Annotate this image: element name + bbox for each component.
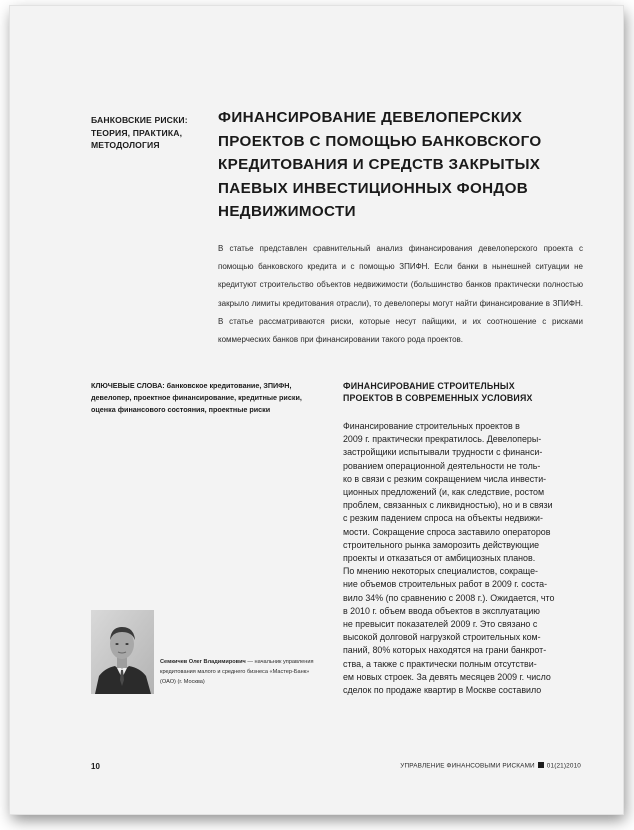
author-caption (160, 658, 320, 687)
section-heading: ФИНАНСИРОВАНИЕ СТРОИТЕЛЬНЫХ ПРОЕКТОВ В СОВРЕМЕННЫХ УСЛОВИЯХ (343, 381, 533, 403)
body-paragraph-2: По мнению некоторых специалистов, сокраще- ние объемов строительных работ в 2009 г. соста- вило 34% (по сравнению с 2008 г.). Ожидается, что в 2010 г. объем ввода объектов в эксплуатацию не превысит показателей 2009 г. Это связано с высокой долговой нагрузкой строительных ком- паний, 80% которых находятся на грани банкрот- ства, а также с практически полным отсутстви- ем новых строек. За девять месяцев 2009 г. число сделок по продаже квартир в Москве составило (343, 566, 555, 696)
author-name: Семкичев Олег Владимирович (160, 659, 246, 665)
body-paragraph-1: Финансирование строительных проектов в 2009 г. практически прекратилось. Девелоперы- застройщики испытывали трудности с финанси- рованием операционной деятельности не толь- ко в связи с резким сокращением числа инвести- ционных предложений (и, как следствие, ростом проблем, связанных с ликвидностью), но и в связи с резким падением спроса на объекты недвижи- мости. Сокращение спроса заставило операторов строительного рынка заморозить действующие проекты и отказаться от амбициозных планов. (343, 421, 553, 564)
article-title: ФИНАНСИРОВАНИЕ ДЕВЕЛОПЕРСКИХ ПРОЕКТОВ С ПОМОЩЬЮ БАНКОВСКОГО КРЕДИТОВАНИЯ И СРЕДСТВ ЗАКРЫТЫХ ПАЕВЫХ ИНВЕСТИЦИОННЫХ ФОНДОВ НЕДВИЖИМОСТИ (218, 109, 542, 220)
author-photo (91, 610, 154, 694)
section-label: БАНКОВСКИЕ РИСКИ: ТЕОРИЯ, ПРАКТИКА, МЕТОДОЛОГИЯ (91, 115, 188, 151)
body-text (343, 420, 583, 697)
journal-name: УПРАВЛЕНИЕ ФИНАНСОВЫМИ РИСКАМИ (400, 762, 535, 770)
page-number: 10 (91, 762, 100, 771)
author-portrait-image (91, 610, 154, 694)
footer-square-mark (538, 762, 544, 768)
keywords: КЛЮЧЕВЫЕ СЛОВА: банковское кредитование, ЗПИФН, девелопер, проектное финансирование, кредитные риски, оценка финансового состояния, проектные риски (91, 381, 302, 414)
journal-issue: 01(21)2010 (546, 762, 581, 770)
author-role: — начальник управления кредитования малого и среднего бизнеса «Мастер-Банк» (ОАО) (г. Москва) (160, 659, 314, 685)
article-abstract: В статье представлен сравнительный анализ финансирования девелоперского проекта с помощью банковского кредита и с помощью ЗПИФН. Если банки в нынешней ситуации не кредитуют строительство объектов недвижимости (большинство банков практически полностью закрыло лимиты кредитования отрасли), то девелоперы могут найти финансирование в ЗПИФН. В статье рассматриваются риски, которые несут пайщики, и их соотношение с рисками коммерческих банков при финансировании такого рода проектов. (218, 244, 583, 345)
running-footer (400, 762, 581, 770)
